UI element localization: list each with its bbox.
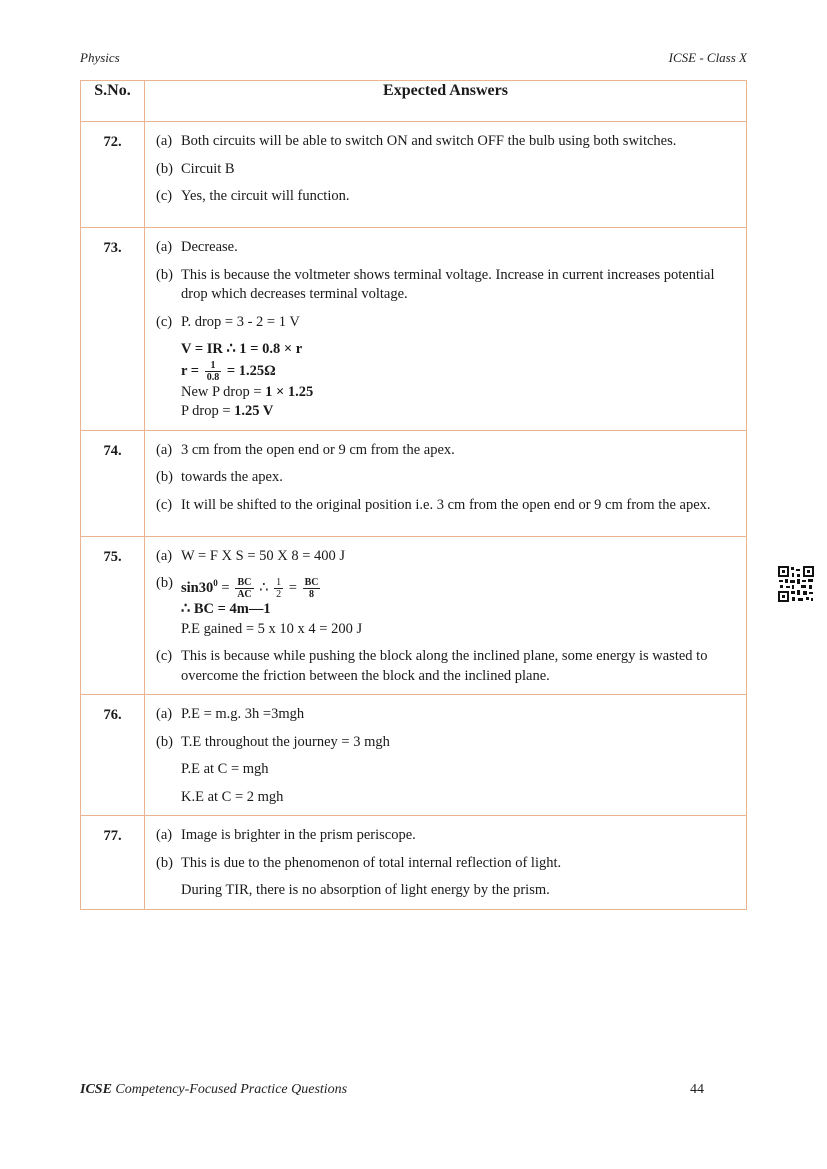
item-text: P.E = m.g. 3h =3mgh — [181, 706, 305, 722]
question-number: 73. — [81, 228, 145, 431]
equals-sign: = — [288, 579, 297, 596]
item-text — [181, 733, 736, 808]
question-number: 74. — [81, 430, 145, 536]
item-text: This is because the voltmeter shows terminal voltage. Increase in current increases potential drop which decreases terminal voltage. — [181, 266, 715, 302]
item-label: (b) — [156, 160, 173, 177]
table-row — [81, 695, 747, 816]
item-text: Image is brighter in the prism periscope. — [181, 827, 416, 843]
answer-item — [156, 441, 736, 461]
fraction — [274, 577, 283, 600]
item-text: This is because while pushing the block along the inclined plane, some energy is wasted to overcome the friction between the block and the inclined plane. — [181, 648, 708, 684]
answer-item — [156, 854, 736, 901]
fraction — [205, 360, 222, 383]
item-label: (b) — [156, 266, 173, 283]
equation-text: P drop = — [181, 403, 235, 419]
item-label: (c) — [156, 188, 173, 204]
qr-code-icon — [777, 565, 815, 603]
header-subject: Physics — [80, 50, 120, 65]
table-row — [81, 536, 747, 695]
answer-item — [156, 574, 736, 639]
column-header-sno: S.No. — [81, 81, 145, 122]
therefore-symbol: ∴ — [259, 579, 269, 596]
item-label: (a) — [156, 239, 173, 255]
fraction-denominator: AC — [237, 589, 252, 600]
calc-line: T.E throughout the journey = 3 mgh — [181, 733, 390, 750]
answer-item — [156, 160, 736, 180]
answer-item — [156, 313, 736, 422]
table-row — [81, 816, 747, 910]
question-number: 77. — [81, 816, 145, 910]
item-label: (b) — [156, 575, 173, 591]
answer-item — [156, 187, 736, 207]
item-text — [181, 574, 736, 639]
answer-item — [156, 705, 736, 725]
answer-cell — [145, 122, 747, 228]
fraction-denominator: 0.8 — [206, 371, 220, 383]
equation-line — [181, 402, 736, 422]
fraction-numerator: BC — [304, 577, 319, 588]
item-label: (b) — [156, 733, 173, 750]
item-label: (a) — [156, 706, 173, 722]
answer-cell — [145, 536, 747, 695]
item-text: 3 cm from the open end or 9 cm from the apex. — [181, 441, 455, 458]
answer-cell — [145, 228, 747, 431]
item-label: (c) — [156, 313, 173, 330]
fraction — [303, 577, 321, 600]
item-label: (b) — [156, 469, 173, 485]
equation-line — [181, 360, 736, 383]
calc-line: P.E gained = 5 x 10 x 4 = 200 J — [181, 620, 363, 637]
item-label: (a) — [156, 827, 173, 843]
equation-line: ∴ BC = 4m—1 — [181, 601, 271, 617]
answer-item — [156, 733, 736, 808]
calc-line: K.E at C = 2 mgh — [181, 788, 284, 805]
equation-lhs: r = — [181, 362, 200, 379]
equation-value: 1 × 1.25 — [265, 383, 314, 400]
calc-line: P.E at C = mgh — [181, 761, 269, 777]
fraction-denominator: 2 — [276, 589, 282, 600]
degree-superscript: 0 — [213, 578, 218, 588]
question-number: 75. — [81, 536, 145, 695]
answer-item — [156, 266, 736, 305]
item-text: It will be shifted to the original position i.e. 3 cm from the open end or 9 cm from the apex. — [181, 496, 711, 513]
answer-cell — [145, 695, 747, 816]
answers-table — [80, 80, 747, 910]
answer-item — [156, 647, 736, 686]
page-number: 44 — [690, 1082, 704, 1097]
item-text: Decrease. — [181, 239, 238, 255]
answer-cell — [145, 430, 747, 536]
item-label: (a) — [156, 441, 173, 458]
table-row — [81, 122, 747, 228]
equals-sign: = — [221, 579, 230, 596]
fraction-numerator: BC — [235, 577, 253, 589]
column-header-answers: Expected Answers — [145, 81, 747, 122]
footer-subtitle: Competency-Focused Practice Questions — [115, 1082, 348, 1097]
item-label: (c) — [156, 496, 173, 513]
item-text — [181, 313, 736, 422]
equation-line — [181, 383, 736, 403]
item-text: Yes, the circuit will function. — [181, 188, 350, 204]
equation-value: 1.25 V — [234, 403, 274, 419]
fraction-denominator: 8 — [309, 589, 315, 600]
table-row — [81, 430, 747, 536]
calc-line: During TIR, there is no absorption of light energy by the prism. — [181, 882, 550, 898]
table-header-row — [81, 81, 747, 122]
item-text: W = F X S = 50 X 8 = 400 J — [181, 547, 346, 564]
answer-item — [156, 468, 736, 488]
item-text: Circuit B — [181, 160, 235, 177]
answer-item — [156, 496, 736, 516]
fraction-numerator: 1 — [276, 577, 282, 588]
question-number: 72. — [81, 122, 145, 228]
item-text — [181, 854, 736, 901]
item-label: (b) — [156, 854, 173, 871]
footer-brand: ICSE — [80, 1082, 112, 1097]
item-label: (a) — [156, 547, 173, 564]
equation-line — [181, 574, 736, 600]
equation-rhs: = 1.25Ω — [226, 362, 276, 379]
answer-item — [156, 826, 736, 846]
footer-title — [80, 1082, 347, 1098]
equation-text: New P drop = — [181, 383, 266, 400]
answer-item — [156, 132, 736, 152]
equation-sin: sin30 — [181, 579, 214, 596]
answer-item — [156, 547, 736, 567]
header-course: ICSE - Class X — [668, 50, 747, 65]
fraction-numerator: 1 — [205, 360, 222, 372]
equation-line: V = IR ∴ 1 = 0.8 × r — [181, 341, 303, 357]
item-label: (c) — [156, 648, 173, 664]
item-text: Both circuits will be able to switch ON and switch OFF the bulb using both switches. — [181, 133, 677, 149]
table-row — [81, 228, 747, 431]
calc-line: This is due to the phenomenon of total internal reflection of light. — [181, 854, 562, 871]
answer-item — [156, 238, 736, 258]
calc-line: P. drop = 3 - 2 = 1 V — [181, 313, 300, 330]
item-label: (a) — [156, 133, 173, 149]
item-text: towards the apex. — [181, 469, 283, 485]
answer-cell — [145, 816, 747, 910]
question-number: 76. — [81, 695, 145, 816]
fraction — [235, 577, 253, 600]
